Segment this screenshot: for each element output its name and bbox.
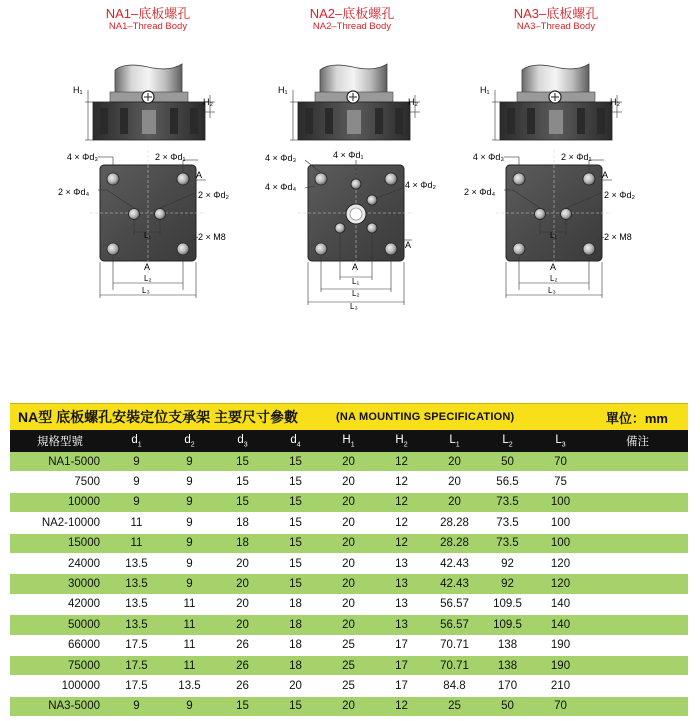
label-d2: 2 × Φd₂: [198, 190, 229, 200]
value-cell: 18: [269, 594, 322, 614]
model-cell: NA3-5000: [10, 696, 110, 716]
value-cell: 138: [481, 635, 534, 655]
column-header: [10, 430, 110, 452]
value-cell: 13.5: [110, 615, 163, 635]
spec-title-bar: [10, 403, 688, 430]
value-cell: 9: [163, 553, 216, 573]
value-cell: 12: [375, 492, 428, 512]
label-l1: L₁: [550, 231, 558, 240]
value-cell: 42.43: [428, 553, 481, 573]
value-cell: 15: [269, 553, 322, 573]
figure-title-cn: NA1–底板螺孔: [105, 6, 191, 21]
column-header-label: d: [131, 433, 138, 446]
value-cell: 15: [269, 472, 322, 492]
label-h2: H₂: [203, 97, 213, 107]
value-cell: 28.28: [428, 533, 481, 553]
value-cell: 13.5: [110, 553, 163, 573]
value-cell: 15: [269, 533, 322, 553]
value-cell: 13.5: [110, 574, 163, 594]
value-cell: 210: [534, 676, 587, 696]
value-cell: 11: [110, 513, 163, 533]
label-a-bottom: A: [352, 262, 359, 272]
value-cell: 13: [375, 594, 428, 614]
value-cell: 18: [269, 635, 322, 655]
column-header-subscript: 1: [350, 441, 355, 449]
label-a-top: A: [196, 170, 203, 180]
na1-side-view: [85, 64, 215, 140]
value-cell: 9: [163, 472, 216, 492]
label-d1: 4 × Φd₁: [333, 150, 364, 160]
model-cell: NA2-10000: [10, 513, 110, 533]
label-d3: 4 × Φd₃: [66, 152, 98, 162]
label-a-bottom: A: [144, 262, 151, 272]
na3-plate: [496, 150, 612, 275]
value-cell: [587, 513, 688, 533]
value-cell: 20: [322, 472, 375, 492]
table-row: [10, 594, 688, 614]
figure-title-en: NA1–Thread Body: [108, 21, 188, 32]
value-cell: 92: [481, 553, 534, 573]
value-cell: 15: [216, 472, 269, 492]
value-cell: [587, 533, 688, 553]
spec-table-section: [10, 403, 688, 717]
value-cell: 100: [534, 513, 587, 533]
value-cell: 11: [110, 533, 163, 553]
table-row: [10, 452, 688, 472]
value-cell: 56.57: [428, 594, 481, 614]
spec-title-cn: NA型 底板螺孔安裝定位支承架 主要尺寸參數: [18, 409, 298, 425]
label-m8: 2 × M8: [198, 232, 226, 242]
table-row: [10, 696, 688, 716]
column-header: [322, 430, 375, 452]
value-cell: 20: [322, 696, 375, 716]
value-cell: 42.43: [428, 574, 481, 594]
value-cell: 9: [163, 696, 216, 716]
value-cell: 26: [216, 676, 269, 696]
column-header-label: L: [502, 433, 509, 446]
value-cell: 12: [375, 452, 428, 472]
column-header-subscript: 1: [455, 441, 460, 449]
value-cell: 9: [110, 696, 163, 716]
value-cell: 20: [322, 594, 375, 614]
model-cell: 42000: [10, 594, 110, 614]
value-cell: 25: [428, 696, 481, 716]
value-cell: 109.5: [481, 594, 534, 614]
value-cell: 12: [375, 533, 428, 553]
model-cell: 10000: [10, 492, 110, 512]
column-header-label: H: [395, 433, 404, 446]
label-d1: 2 × Φd₁: [155, 152, 186, 162]
value-cell: 100: [534, 492, 587, 512]
value-cell: 15: [216, 492, 269, 512]
column-header-subscript: 2: [403, 441, 408, 449]
value-cell: 20: [216, 594, 269, 614]
value-cell: 70.71: [428, 635, 481, 655]
value-cell: 13: [375, 553, 428, 573]
value-cell: [587, 594, 688, 614]
column-header-subscript: 4: [296, 441, 301, 449]
value-cell: 70: [534, 696, 587, 716]
figure-title-en: NA3–Thread Body: [516, 21, 596, 32]
table-header-row: [10, 430, 688, 452]
value-cell: [587, 696, 688, 716]
column-header: [375, 430, 428, 452]
model-cell: 15000: [10, 533, 110, 553]
value-cell: 26: [216, 655, 269, 675]
value-cell: 15: [269, 452, 322, 472]
value-cell: 13: [375, 615, 428, 635]
value-cell: 9: [110, 472, 163, 492]
model-cell: 24000: [10, 553, 110, 573]
label-d4: 4 × Φd₄: [265, 182, 297, 192]
label-a-bottom: A: [550, 262, 557, 272]
spec-title-en: (NA MOUNTING SPECIFICATION): [336, 411, 515, 423]
model-cell: 66000: [10, 635, 110, 655]
value-cell: 84.8: [428, 676, 481, 696]
table-row: [10, 635, 688, 655]
table-row: [10, 513, 688, 533]
label-d2: 2 × Φd₂: [604, 190, 635, 200]
value-cell: 50: [481, 452, 534, 472]
table-row: [10, 574, 688, 594]
value-cell: 11: [163, 594, 216, 614]
value-cell: 25: [322, 655, 375, 675]
na3-side-view: [492, 64, 622, 140]
column-header-subscript: 3: [561, 441, 566, 449]
label-h1: H₁: [73, 85, 83, 95]
label-l3: L₃: [350, 302, 358, 311]
label-m8: 2 × M8: [604, 232, 632, 242]
value-cell: 20: [428, 452, 481, 472]
spec-unit: 單位：mm: [605, 410, 668, 426]
model-cell: 100000: [10, 676, 110, 696]
model-cell: NA1-5000: [10, 452, 110, 472]
na1-plate: [90, 150, 206, 275]
value-cell: 20: [216, 615, 269, 635]
value-cell: 18: [269, 655, 322, 675]
value-cell: [587, 452, 688, 472]
value-cell: 20: [216, 574, 269, 594]
value-cell: 13.5: [163, 676, 216, 696]
label-d1: 2 × Φd₁: [561, 152, 592, 162]
column-header-label: 規格型號: [37, 436, 83, 448]
column-header-label: d: [184, 433, 191, 446]
value-cell: 25: [322, 676, 375, 696]
value-cell: 15: [269, 513, 322, 533]
table-body: [10, 452, 688, 717]
column-header-subscript: 1: [137, 441, 142, 449]
column-header-label: L: [449, 433, 456, 446]
value-cell: 20: [322, 574, 375, 594]
value-cell: 70.71: [428, 655, 481, 675]
value-cell: 56.5: [481, 472, 534, 492]
value-cell: 15: [216, 696, 269, 716]
value-cell: 11: [163, 655, 216, 675]
column-header: [269, 430, 322, 452]
column-header-label: L: [555, 433, 562, 446]
value-cell: 170: [481, 676, 534, 696]
value-cell: 9: [110, 452, 163, 472]
value-cell: 9: [163, 452, 216, 472]
value-cell: 140: [534, 594, 587, 614]
value-cell: 17: [375, 676, 428, 696]
value-cell: 11: [163, 635, 216, 655]
model-cell: 50000: [10, 615, 110, 635]
model-cell: 75000: [10, 655, 110, 675]
column-header-label: 備注: [626, 436, 649, 448]
value-cell: 17: [375, 655, 428, 675]
value-cell: 20: [322, 533, 375, 553]
value-cell: 9: [163, 513, 216, 533]
value-cell: 9: [163, 492, 216, 512]
value-cell: 18: [269, 615, 322, 635]
value-cell: 20: [269, 676, 322, 696]
value-cell: 50: [481, 696, 534, 716]
value-cell: 75: [534, 472, 587, 492]
value-cell: 109.5: [481, 615, 534, 635]
label-d4: 2 × Φd₄: [464, 187, 496, 197]
value-cell: 12: [375, 472, 428, 492]
table-row: [10, 472, 688, 492]
value-cell: 100: [534, 533, 587, 553]
column-header-subscript: 2: [508, 441, 513, 449]
value-cell: 73.5: [481, 513, 534, 533]
value-cell: 17: [375, 635, 428, 655]
value-cell: 9: [110, 492, 163, 512]
value-cell: 20: [322, 513, 375, 533]
value-cell: 92: [481, 574, 534, 594]
value-cell: 20: [322, 615, 375, 635]
value-cell: 15: [269, 492, 322, 512]
value-cell: [587, 472, 688, 492]
table-row: [10, 655, 688, 675]
value-cell: 15: [269, 574, 322, 594]
label-d2: 4 × Φd₂: [405, 180, 436, 190]
column-header-subscript: 3: [243, 441, 248, 449]
figure-title-en: NA2–Thread Body: [312, 21, 392, 32]
value-cell: 20: [428, 492, 481, 512]
column-header-label: H: [342, 433, 351, 446]
value-cell: 73.5: [481, 492, 534, 512]
column-header-label: d: [237, 433, 244, 446]
label-l2: L₂: [550, 274, 558, 283]
value-cell: 12: [375, 696, 428, 716]
value-cell: 11: [163, 615, 216, 635]
column-header: [110, 430, 163, 452]
column-header: [216, 430, 269, 452]
label-a-top: A: [602, 170, 609, 180]
value-cell: 15: [216, 452, 269, 472]
value-cell: 140: [534, 615, 587, 635]
value-cell: 190: [534, 635, 587, 655]
value-cell: 18: [216, 533, 269, 553]
value-cell: 28.28: [428, 513, 481, 533]
label-l3: L₃: [142, 286, 150, 295]
figure-title-cn: NA2–底板螺孔: [309, 6, 395, 21]
label-l2: L₂: [144, 274, 152, 283]
column-header-subscript: 2: [190, 441, 195, 449]
value-cell: [587, 635, 688, 655]
table-row: [10, 676, 688, 696]
value-cell: 73.5: [481, 533, 534, 553]
figure-title-cn: NA3–底板螺孔: [513, 6, 599, 21]
value-cell: 17.5: [110, 676, 163, 696]
column-header: [163, 430, 216, 452]
value-cell: [587, 676, 688, 696]
value-cell: 18: [216, 513, 269, 533]
label-d3: 4 × Φd₃: [472, 152, 504, 162]
value-cell: 20: [428, 472, 481, 492]
label-d3: 4 × Φd₃: [265, 153, 297, 163]
value-cell: 17.5: [110, 655, 163, 675]
value-cell: 9: [163, 533, 216, 553]
label-h2: H₂: [610, 97, 620, 107]
value-cell: [587, 615, 688, 635]
value-cell: 15: [269, 696, 322, 716]
column-header: [481, 430, 534, 452]
column-header: [428, 430, 481, 452]
value-cell: 9: [163, 574, 216, 594]
value-cell: 138: [481, 655, 534, 675]
table-row: [10, 533, 688, 553]
value-cell: 70: [534, 452, 587, 472]
label-l1: L₁: [144, 231, 152, 240]
value-cell: 12: [375, 513, 428, 533]
value-cell: 20: [322, 452, 375, 472]
value-cell: 20: [322, 492, 375, 512]
column-header: [534, 430, 587, 452]
value-cell: 13: [375, 574, 428, 594]
label-h2: H₂: [408, 97, 418, 107]
value-cell: 20: [216, 553, 269, 573]
label-h1: H₁: [278, 85, 288, 95]
model-cell: 7500: [10, 472, 110, 492]
label-a-right: A: [405, 240, 412, 250]
na2-side-view: [290, 64, 420, 140]
value-cell: 26: [216, 635, 269, 655]
column-header-label: d: [290, 433, 297, 446]
value-cell: 120: [534, 574, 587, 594]
label-l3: L₃: [548, 286, 556, 295]
table-row: [10, 615, 688, 635]
value-cell: 17.5: [110, 635, 163, 655]
value-cell: 20: [322, 553, 375, 573]
value-cell: 13.5: [110, 594, 163, 614]
value-cell: [587, 492, 688, 512]
value-cell: [587, 655, 688, 675]
value-cell: 120: [534, 553, 587, 573]
label-l2: L₂: [352, 289, 360, 298]
value-cell: [587, 574, 688, 594]
label-l1: L₁: [352, 277, 360, 286]
spec-table: [10, 430, 688, 717]
value-cell: 56.57: [428, 615, 481, 635]
table-row: [10, 492, 688, 512]
value-cell: 25: [322, 635, 375, 655]
table-row: [10, 553, 688, 573]
column-header: [587, 430, 688, 452]
label-d4: 2 × Φd₄: [58, 187, 90, 197]
value-cell: 190: [534, 655, 587, 675]
value-cell: [587, 553, 688, 573]
label-h1: H₁: [480, 85, 490, 95]
model-cell: 30000: [10, 574, 110, 594]
